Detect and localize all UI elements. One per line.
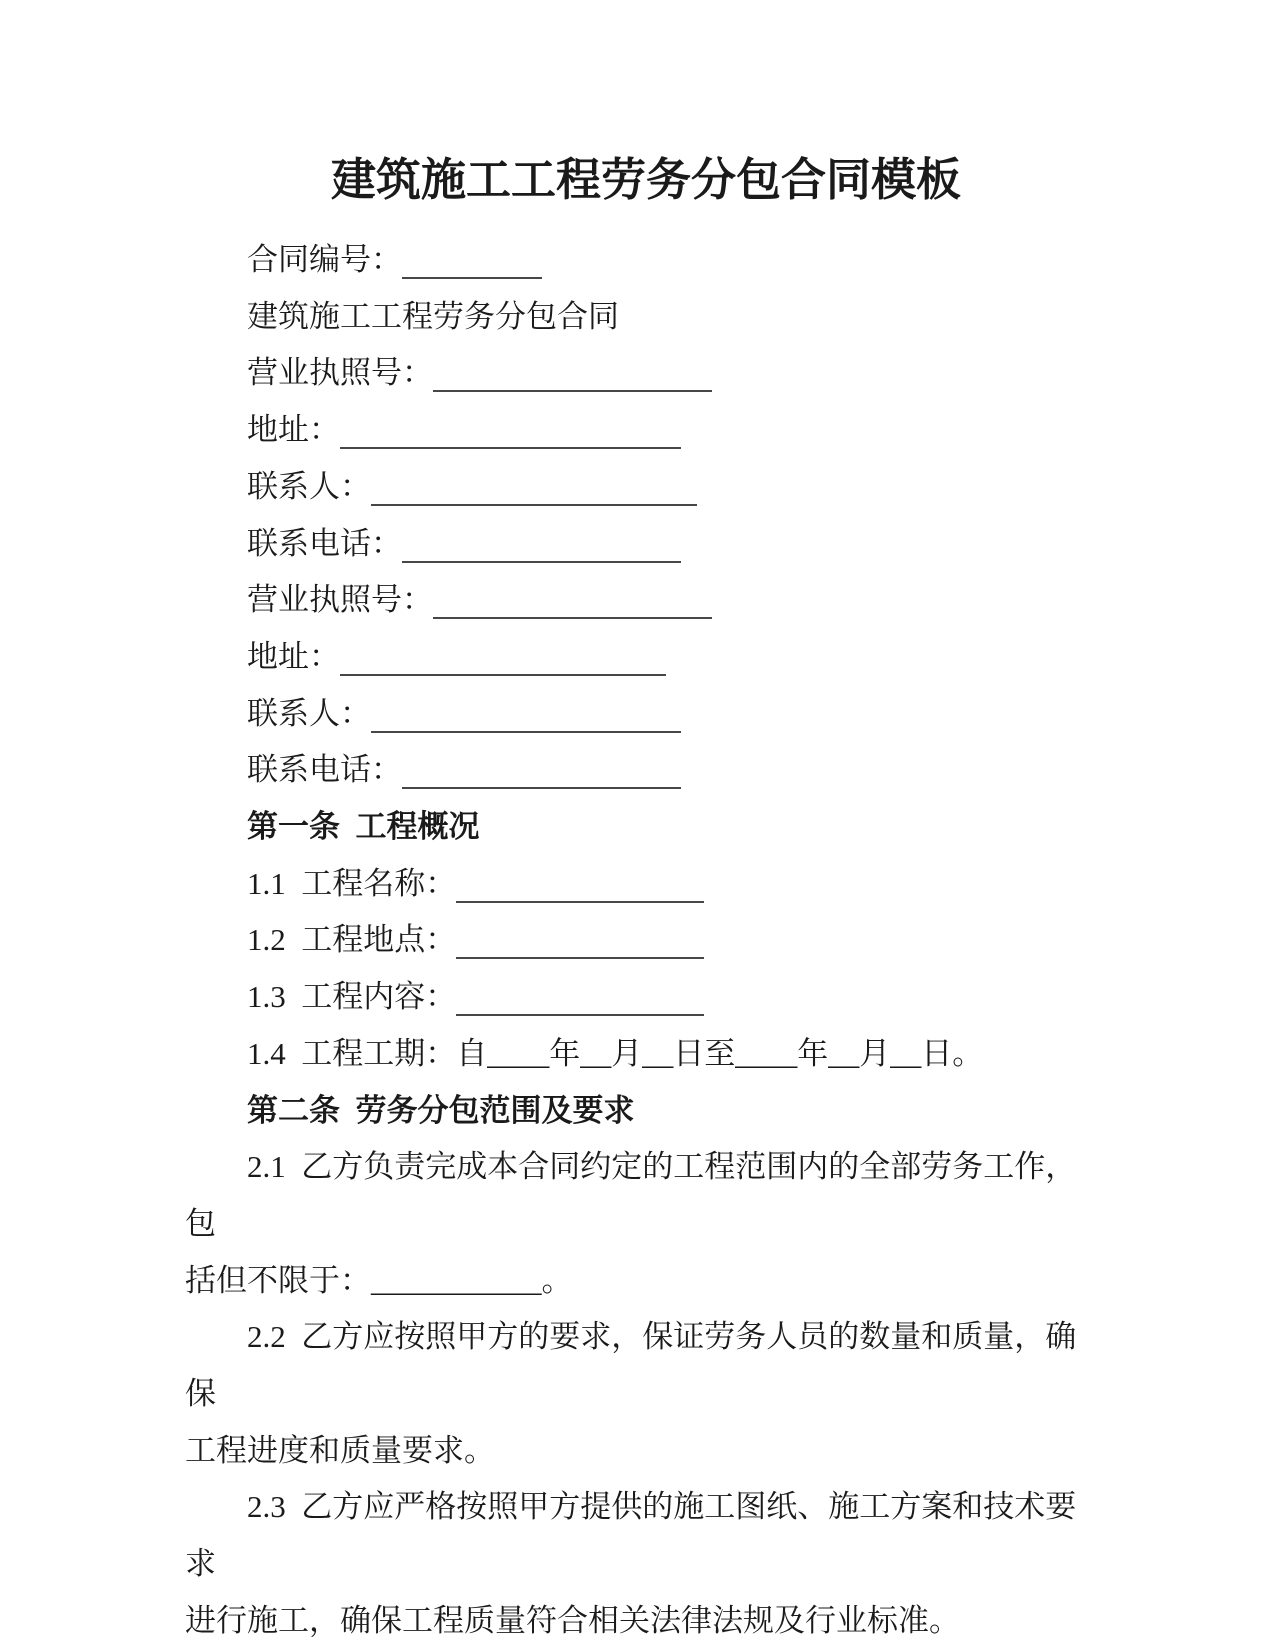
heading-article-1: 第一条 工程概况 — [247, 809, 480, 845]
line-contact-person-a — [185, 459, 1107, 516]
project-name-blank — [456, 866, 704, 903]
address-a-blank — [340, 412, 681, 449]
license-a-label: 营业执照号： — [247, 355, 433, 391]
line-phone-a — [185, 516, 1107, 573]
address-a-label: 地址： — [247, 412, 340, 448]
clause-2-1-line-1: 2.1 乙方负责完成本合同约定的工程范围内的全部劳务工作，包 — [185, 1149, 1077, 1241]
line-phone-b — [185, 742, 1107, 799]
contact-b-blank — [371, 696, 681, 733]
line-subtitle: 建筑施工工程劳务分包合同 — [247, 298, 619, 334]
project-location-label: 1.2 工程地点： — [247, 922, 457, 958]
license-a-blank — [433, 355, 712, 392]
clause-2-1-line-2: 括但不限于：___________。 — [185, 1262, 573, 1298]
address-b-blank — [340, 639, 666, 676]
contact-a-label: 联系人： — [247, 468, 371, 504]
license-b-blank — [433, 582, 712, 619]
phone-b-label: 联系电话： — [247, 752, 402, 788]
clause-2-2-line-1: 2.2 乙方应按照甲方的要求，保证劳务人员的数量和质量，确保 — [185, 1319, 1077, 1412]
project-content-label: 1.3 工程内容： — [247, 979, 457, 1015]
line-address-b — [185, 629, 1107, 686]
phone-a-blank — [402, 526, 681, 563]
document-title: 建筑施工工程劳务分包合同模板 — [330, 155, 961, 205]
license-b-label: 营业执照号： — [247, 582, 433, 618]
contract-number-blank — [402, 242, 542, 279]
line-contact-person-b — [185, 686, 1107, 743]
line-address-a — [185, 402, 1107, 459]
phone-b-blank — [402, 752, 681, 789]
document-body — [185, 232, 1107, 1650]
project-content-blank — [456, 979, 704, 1016]
phone-a-label: 联系电话： — [247, 525, 402, 561]
clause-2-3-line-2: 进行施工，确保工程质量符合相关法律法规及行业标准。 — [185, 1602, 960, 1638]
heading-article-2: 第二条 劳务分包范围及要求 — [247, 1092, 635, 1128]
line-license-a — [185, 345, 1107, 402]
project-name-label: 1.1 工程名称： — [247, 865, 457, 901]
line-contract-number — [185, 232, 1107, 289]
contact-a-blank — [371, 469, 697, 506]
clause-2-3-line-1: 2.3 乙方应严格按照甲方提供的施工图纸、施工方案和技术要求 — [185, 1489, 1077, 1582]
address-b-label: 地址： — [247, 638, 340, 674]
clause-2-2-line-2: 工程进度和质量要求。 — [185, 1432, 495, 1468]
project-location-blank — [456, 922, 704, 959]
line-project-duration: 1.4 工程工期：自____年__月__日至____年__月__日。 — [247, 1035, 984, 1071]
line-license-b — [185, 572, 1107, 629]
contact-b-label: 联系人： — [247, 695, 371, 731]
line-project-location — [185, 912, 1107, 969]
line-project-name — [185, 856, 1107, 913]
contract-number-label: 合同编号： — [247, 242, 402, 277]
line-project-content — [185, 969, 1107, 1026]
